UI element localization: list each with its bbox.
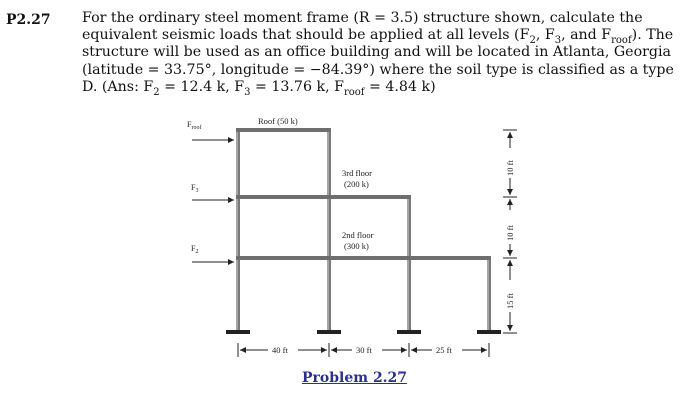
frame-column-highlights — [237, 128, 488, 330]
frame-columns — [238, 128, 489, 330]
third-floor-label: 3rd floor — [342, 168, 372, 178]
height-label-third: 10 ft — [505, 225, 515, 241]
height-label-roof: 10 ft — [505, 160, 515, 176]
force-label-roof: $F_{roof}$ — [187, 120, 202, 131]
span-label-3: 25 ft — [436, 345, 452, 355]
force-arrows — [192, 140, 234, 262]
second-floor-weight: (300 k) — [344, 241, 369, 251]
figure-caption: Problem 2.27 — [302, 370, 408, 386]
problem-number: P2.27 — [6, 12, 51, 28]
span-label-2: 30 ft — [356, 345, 372, 355]
force-label-f2: $F_2$ — [191, 244, 199, 255]
second-floor-label: 2nd floor — [342, 230, 374, 240]
fixed-supports — [226, 330, 501, 334]
span-label-1: 40 ft — [272, 345, 288, 355]
roof-load-label: Roof (50 k) — [258, 116, 298, 126]
third-floor-weight: (200 k) — [344, 179, 369, 189]
height-label-second: 15 ft — [505, 293, 515, 309]
force-label-f3: $F_3$ — [191, 183, 199, 194]
problem-statement: For the ordinary steel moment frame (R = 3.5) structure shown, calculate the equivalent seismic loads that should be applied at all levels ($F_2$, $F_3$, and $F_{roof}$). The structure will be used as an office building and will be located in Atlanta, Georgia (latitude = 33.75°, longitude = −84.39°) where the soil type is classified as a type D. (Ans: $F_2 = 12.4$ k, $F_3 = 13.76$ k, $F_{roof} = 4.84$ k) — [82, 10, 674, 98]
